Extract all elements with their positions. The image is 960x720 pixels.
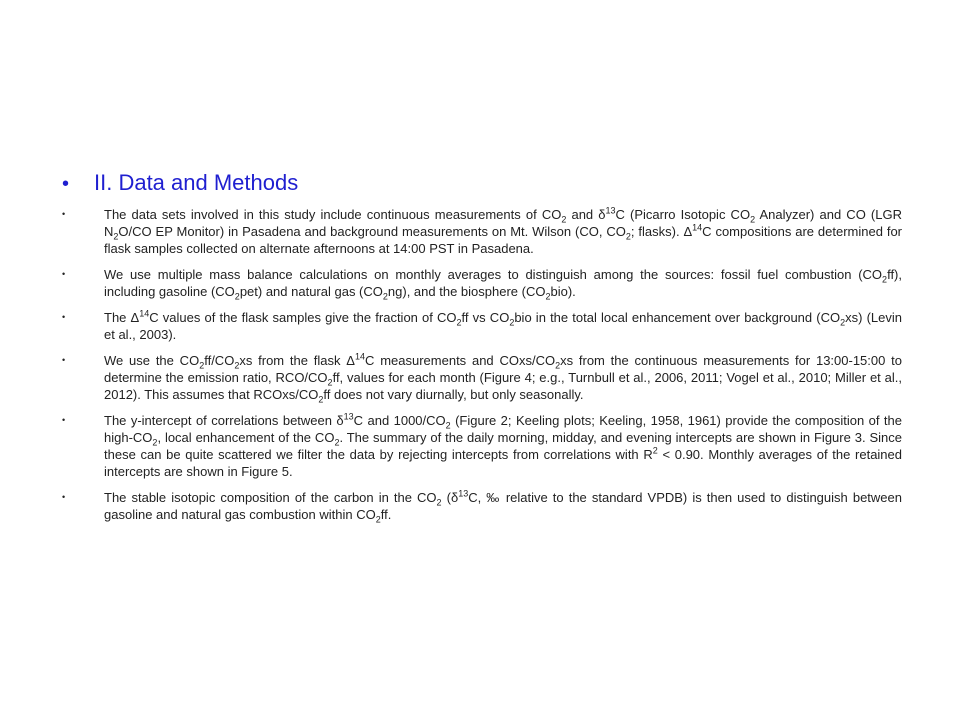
bullet-item — [62, 266, 902, 300]
bullet-text: The stable isotopic composition of the carbon in the $CO_2$ ($\delta^{13}C$, ‰ relative to the standard VPDB) is then used to distinguish between gasoline and natural gas combustion within $CO_2ff$. — [104, 488, 902, 525]
bullet-dot: • — [62, 312, 66, 322]
bullet-text: The y-intercept of correlations between $\delta^{13}C$ and $1000/CO_2$ (Figure 2; Keeling plots; Keeling, 1958, 1961) provide the composition of the high-$CO_2$, local enhancement of the $CO_2$. The summary of the daily morning, midday, and evening intercepts are shown in Figure 3. Since these can be quite scattered we filter the data by rejecting intercepts from correlations with $R^2 < 0.90$. Monthly averages of the retained intercepts are shown in Figure 5. — [104, 411, 903, 479]
bullet-item — [62, 309, 902, 343]
bullet-text: We use the $CO_2ff/CO_2xs$ from the flask $\Delta^{14}C$ measurements and COxs/$CO_2xs$ from the continuous measurements for 13:00-15:00 to determine the emission ratio, RCO/$CO_2ff$, values for each month (Figure 4; e.g., Turnbull et al., 2006, 2011; Vogel et al., 2010; Miller et al., 2012). This assumes that RCOxs/$CO_2ff$ does not vary diurnally, but only seasonally. — [104, 351, 903, 405]
bullet-item — [62, 412, 902, 480]
bullet-dot: • — [62, 269, 66, 279]
bullet-dot: • — [62, 209, 66, 219]
bullet-item — [62, 206, 902, 257]
heading-bullet: • — [62, 173, 70, 195]
bullet-text: We use multiple mass balance calculations on monthly averages to distinguish among the sources: fossil fuel combustion $(CO_2ff)$, including gasoline $(CO_2pet)$ and natural gas $(CO_2ng)$, and the biosphere $(CO_2bio)$. — [104, 267, 902, 302]
section-heading — [62, 170, 298, 196]
bullet-item — [62, 489, 902, 523]
bullet-dot: • — [62, 415, 66, 425]
bullet-text: The $\Delta^{14}C$ values of the flask samples give the fraction of $CO_2ff$ vs $CO_2bio$ in the total local enhancement over background $(CO_2xs)$ (Levin et al., 2003). — [104, 308, 902, 342]
bullet-list — [62, 206, 902, 532]
bullet-dot: • — [62, 492, 66, 502]
bullet-text: The data sets involved in this study include continuous measurements of $CO_2$ and $\delta^{13}C$ (Picarro Isotopic $CO_2$ Analyzer) and CO (LGR $N_2O/CO$ EP Monitor) in Pasadena and background measurements on Mt. Wilson (CO, $CO_2$; flasks). $\Delta^{14}C$ compositions are determined for flask samples collected on alternate afternoons at 14:00 PST in Pasadena. — [104, 205, 902, 256]
bullet-item — [62, 352, 902, 403]
heading-text: II. Data and Methods — [94, 170, 299, 195]
bullet-dot: • — [62, 355, 66, 365]
